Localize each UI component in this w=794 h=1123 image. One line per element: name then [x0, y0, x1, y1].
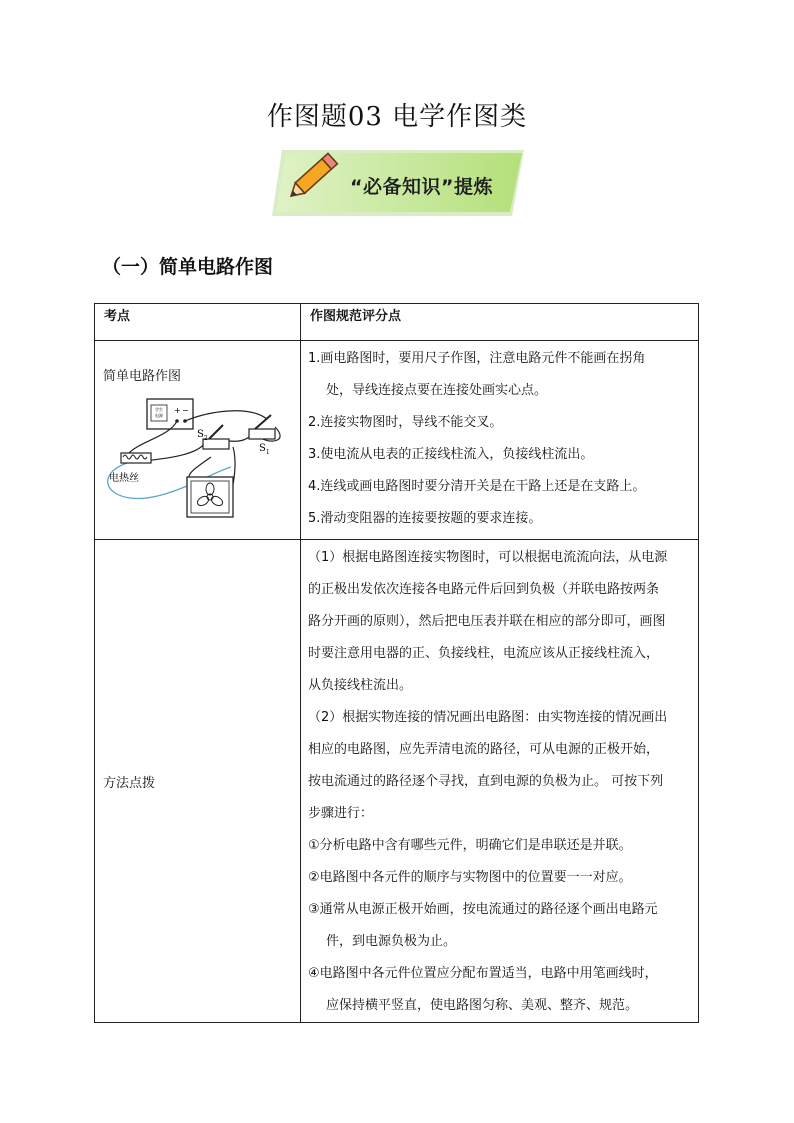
svg-text:S1: $S_1$ — [259, 443, 270, 456]
section-banner — [272, 150, 524, 216]
method-line: 时要注意用电器的正、负接线柱，电流应该从正接线柱流入， — [308, 646, 660, 661]
svg-text:+: + — [174, 406, 181, 415]
svg-text:电源: 电源 — [155, 413, 163, 418]
method-line: （1）根据电路图连接实物图时，可以根据电流流向法，从电源 — [308, 550, 668, 565]
topic-cell — [95, 341, 301, 540]
method-line: ②电路图中各元件的顺序与实物图中的位置要一一对应。 — [308, 870, 632, 885]
section-heading: （一）简单电路作图 — [102, 256, 274, 278]
method-line: ③通常从电源正极开始画，按电流通过的路径逐个画出电路元 — [308, 902, 658, 917]
method-line: （2）根据实物连接的情况画出电路图：由实物连接的情况画出 — [308, 710, 668, 725]
header-cell-criteria: 作图规范评分点 — [301, 304, 699, 341]
table-row — [95, 341, 699, 540]
method-line: 步骤进行： — [308, 806, 374, 821]
power-label: 学生 — [155, 407, 163, 412]
method-line: ④电路图中各元件位置应分配布置适当，电路中用笔画线时， — [308, 966, 658, 981]
method-cell — [301, 540, 699, 1023]
topic-label: 简单电路作图 — [103, 369, 182, 384]
method-line: 从负接线柱流出。 — [308, 678, 413, 693]
banner-text: “必备知识”提炼 — [350, 176, 493, 198]
criteria-line: 5.滑动变阻器的连接要按题的要求连接。 — [308, 511, 542, 526]
circuit-figure — [99, 397, 295, 527]
criteria-line: 处，导线连接点要在连接处画实心点。 — [326, 383, 548, 398]
method-line: 应保持横平竖直，使电路图匀称、美观、整齐、规范。 — [326, 998, 639, 1013]
svg-text:S2: $S_2$ — [197, 429, 208, 442]
method-line: 相应的电路图，应先弄清电流的路径，可从电源的正极开始， — [308, 742, 660, 757]
criteria-line: 4.连线或画电路图时要分清开关是在干路上还是在支路上。 — [308, 479, 646, 494]
table-row — [95, 540, 699, 1023]
criteria-line: 2.连接实物图时，导线不能交叉。 — [308, 415, 503, 430]
svg-text:−: − — [182, 406, 189, 415]
method-line: 按电流通过的路径逐个寻找，直到电源的负极为止。 可按下列 — [308, 774, 664, 789]
criteria-cell — [301, 341, 699, 540]
method-line: 的正极出发依次连接各电路元件后回到负极（并联电路按两条 — [308, 582, 660, 597]
criteria-line: 1.画电路图时，要用尺子作图，注意电路元件不能画在拐角 — [308, 351, 646, 366]
topic-cell: 方法点拨 — [95, 540, 301, 1023]
criteria-line: 3.使电流从电表的正接线柱流入，负接线柱流出。 — [308, 447, 594, 462]
scoring-table — [94, 303, 699, 1023]
page-title: 作图题03 电学作图类 — [266, 102, 528, 132]
header-cell-topic: 考点 — [95, 304, 301, 341]
heating-wire-label: 电热丝 — [109, 473, 139, 484]
table-header-row — [95, 304, 699, 341]
method-line: 件，到电源负极为止。 — [326, 934, 457, 949]
method-line: 路分开画的原则），然后把电压表并联在相应的部分即可，画图 — [308, 614, 666, 629]
method-line: ①分析电路中含有哪些元件，明确它们是串联还是并联。 — [308, 838, 632, 853]
